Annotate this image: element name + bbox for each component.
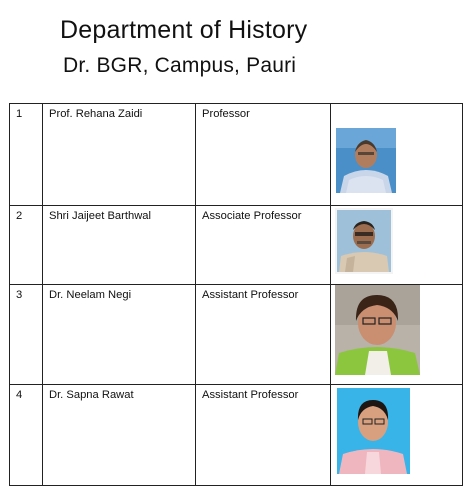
serial-number-cell: 3	[10, 285, 43, 385]
table-row	[10, 285, 463, 385]
page-title: Department of History	[60, 16, 308, 44]
serial-number-cell: 1	[10, 104, 43, 206]
designation-cell: Professor	[196, 104, 331, 206]
name-cell: Prof. Rehana Zaidi	[43, 104, 196, 206]
photo-cell	[331, 104, 463, 206]
photo-cell	[331, 385, 463, 486]
photo-cell	[331, 206, 463, 285]
designation-cell: Assistant Professor	[196, 385, 331, 486]
faculty-table	[9, 103, 463, 486]
faculty-photo	[335, 285, 420, 375]
serial-number-cell: 2	[10, 206, 43, 285]
designation-cell: Assistant Professor	[196, 285, 331, 385]
photo-cell	[331, 285, 463, 385]
table-row	[10, 206, 463, 285]
table-row	[10, 385, 463, 486]
page-subtitle: Dr. BGR, Campus, Pauri	[63, 54, 297, 77]
serial-number-cell: 4	[10, 385, 43, 486]
faculty-photo	[335, 208, 393, 274]
designation-cell: Associate Professor	[196, 206, 331, 285]
name-cell: Dr. Neelam Negi	[43, 285, 196, 385]
faculty-photo	[337, 388, 410, 474]
name-cell: Dr. Sapna Rawat	[43, 385, 196, 486]
faculty-photo	[336, 128, 396, 193]
name-cell: Shri Jaijeet Barthwal	[43, 206, 196, 285]
table-row	[10, 104, 463, 206]
